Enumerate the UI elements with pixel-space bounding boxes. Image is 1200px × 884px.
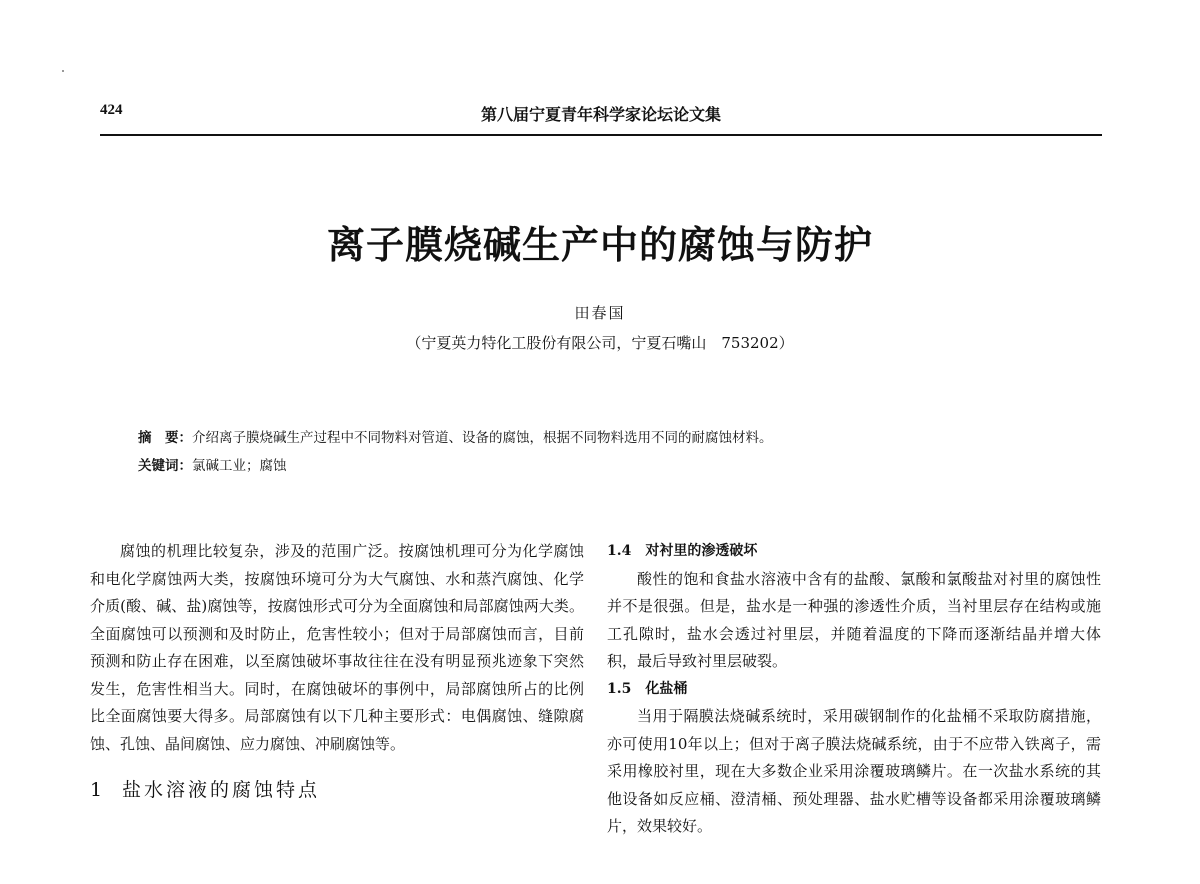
abstract-text: 介绍离子膜烧碱生产过程中不同物料对管道、设备的腐蚀，根据不同物料选用不同的耐腐蚀材料。	[192, 430, 773, 446]
section-1-5-paragraph: 当用于隔膜法烧碱系统时，采用碳钢制作的化盐桶不采取防腐措施，亦可使用10年以上；但对于离子膜法烧碱系统，由于不应带入铁离子，需采用橡胶衬里，现在大多数企业采用涂覆玻璃鳞片。在一次盐水系统的其他设备如反应桶、澄清桶、预处理器、盐水贮槽等设备都采用涂覆玻璃鳞片，效果较好。	[607, 707, 1101, 835]
section-1-4-paragraph: 酸性的饱和食盐水溶液中含有的盐酸、氯酸和氯酸盐对衬里的腐蚀性并不是很强。但是，盐水是一种强的渗透性介质，当衬里层存在结构或施工孔隙时，盐水会透过衬里层，并随着温度的下降而逐渐结晶并增大体积，最后导致衬里层破裂。	[607, 569, 1101, 670]
paper-title: 离子膜烧碱生产中的腐蚀与防护	[326, 222, 873, 267]
section-1-5-heading: 1.5 化盐桶	[607, 680, 688, 697]
left-column	[90, 538, 584, 822]
right-column	[607, 538, 1101, 841]
author-affiliation: （宁夏英力特化工股份有限公司，宁夏石嘴山 753202）	[406, 334, 794, 352]
page-header	[100, 102, 1102, 126]
scan-speck	[62, 70, 64, 72]
running-title: 第八届宁夏青年科学家论坛论文集	[480, 105, 721, 124]
header-rule	[100, 134, 1102, 136]
keywords-label: 关键词：	[138, 458, 192, 474]
section-1-number: 1	[90, 779, 106, 801]
section-1-heading	[90, 774, 584, 806]
abstract	[138, 426, 773, 446]
section-1-title: 盐水溶液的腐蚀特点	[122, 779, 321, 801]
abstract-label: 摘 要：	[138, 430, 192, 446]
keywords	[138, 454, 287, 474]
section-1-4-heading: 1.4 对衬里的渗透破坏	[607, 543, 758, 559]
intro-paragraph: 腐蚀的机理比较复杂，涉及的范围广泛。按腐蚀机理可分为化学腐蚀和电化学腐蚀两大类，按腐蚀环境可分为大气腐蚀、水和蒸汽腐蚀、化学介质(酸、碱、盐)腐蚀等，按腐蚀形式可分为全面腐蚀和局部腐蚀两大类。全面腐蚀可以预测和及时防止，危害性较小；但对于局部腐蚀而言，目前预测和防止存在困难，以至腐蚀破坏事故往往在没有明显预兆迹象下突然发生，危害性相当大。同时，在腐蚀破坏的事例中，局部腐蚀所占的比例比全面腐蚀要大得多。局部腐蚀有以下几种主要形式：电偶腐蚀、缝隙腐蚀、孔蚀、晶间腐蚀、应力腐蚀、冲刷腐蚀等。	[90, 542, 584, 753]
keywords-text: 氯碱工业；腐蚀	[192, 458, 287, 474]
page-number: 424	[100, 102, 123, 118]
author-name: 田春国	[574, 304, 626, 322]
